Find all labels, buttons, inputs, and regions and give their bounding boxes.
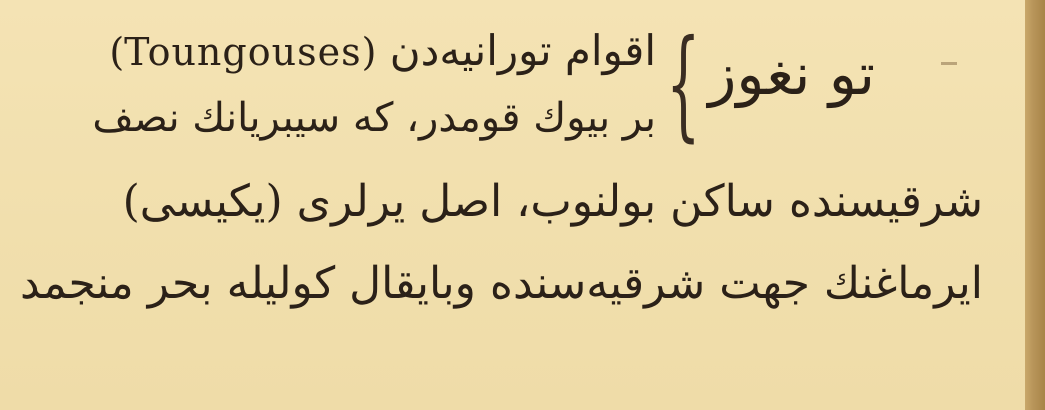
definition-line-1 <box>38 26 656 82</box>
definition-line-4: ایرماغنك جهت شرقیه‌سنده وبایقال كولیله بحر منجمد <box>19 258 983 309</box>
page-edge <box>1025 0 1045 410</box>
headword: تو نغوز <box>708 40 875 108</box>
definition-latin-term: (Toungouses) <box>109 30 377 74</box>
definition-line-1-arabic: اقوام تورانیه‌دن <box>389 26 656 75</box>
curly-brace: { <box>666 15 701 154</box>
definition-line-3: شرقیسنده ساكن بولنوب، اصل یرلری (یكیسی) <box>122 176 983 227</box>
margin-dash <box>941 62 957 65</box>
definition-line-2: بر بیوك قومدر، كه سیبریانك نصف <box>92 95 656 141</box>
